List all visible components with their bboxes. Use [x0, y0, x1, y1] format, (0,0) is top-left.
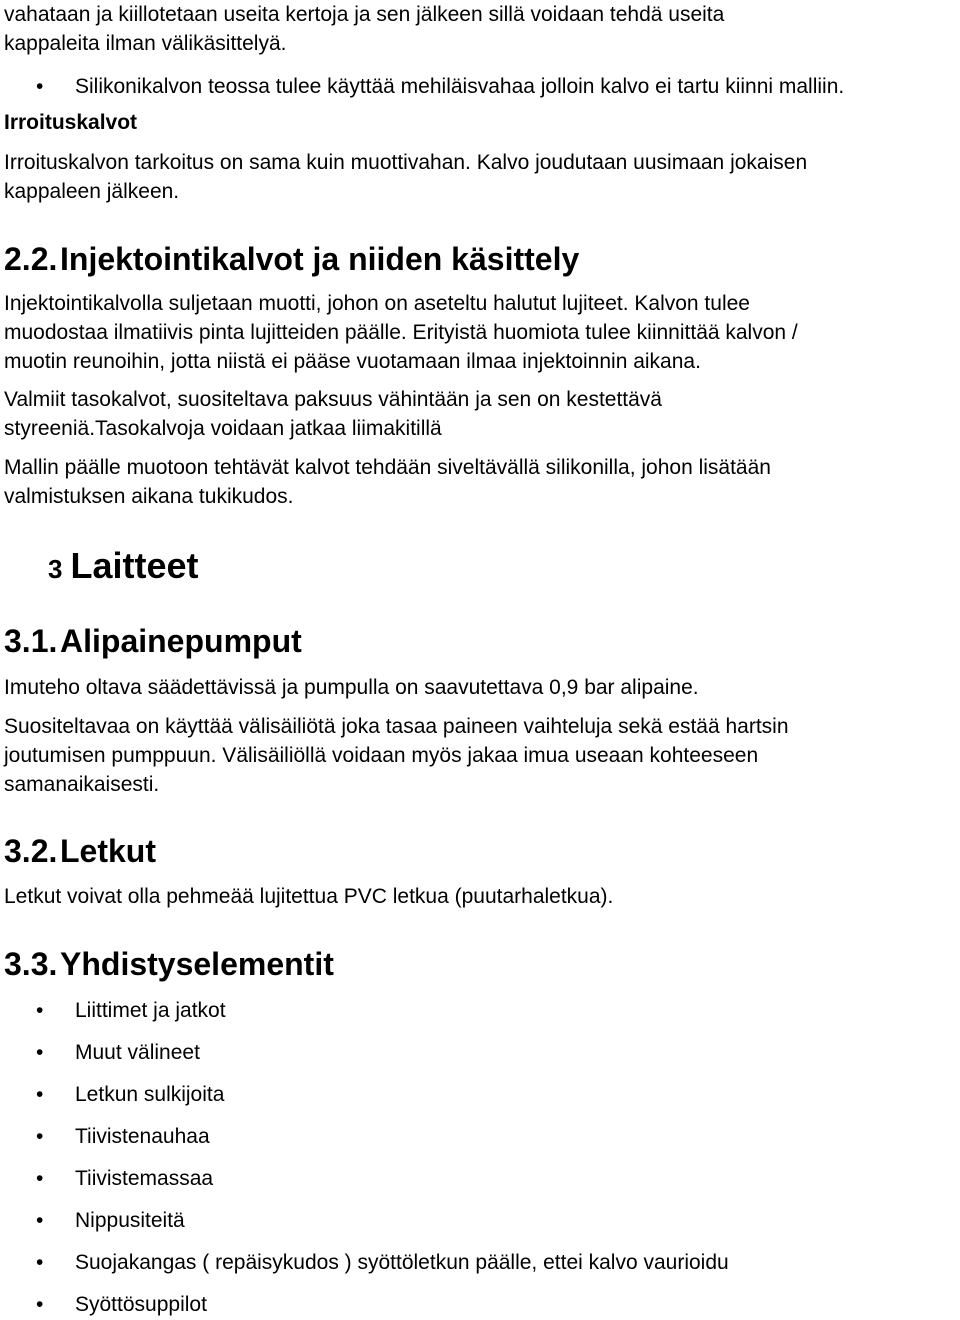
section-title: Injektointikalvot ja niiden käsittely	[60, 241, 580, 277]
bullet-icon: •	[36, 1167, 44, 1190]
section-title: Letkut	[60, 833, 156, 869]
list-item-text: Tiivistemassaa	[75, 1167, 214, 1190]
section-heading-3-2	[4, 832, 156, 870]
text-line: Valmiit tasokalvot, suositeltava paksuus vähintään ja sen on kestettävä	[4, 388, 662, 411]
section-title: Yhdistyselementit	[60, 946, 334, 982]
paragraph-tasokalvot	[4, 385, 662, 443]
subheading-irroituskalvot: Irroituskalvot	[4, 111, 138, 134]
paragraph-silikonikalvot	[4, 453, 771, 511]
paragraph-imuteho	[4, 673, 699, 702]
text-line: samanaikaisesti.	[4, 773, 160, 796]
section-title: Alipainepumput	[60, 623, 302, 659]
text-line: joutumisen pumppuun. Välisäiliöllä voidaan myös jakaa imua useaan kohteeseen	[4, 744, 759, 767]
list-item-text: Tiivistenauhaa	[75, 1125, 210, 1148]
paragraph-irroituskalvot	[4, 148, 807, 206]
paragraph-injektointikalvo	[4, 289, 798, 376]
chapter-number: 3	[48, 554, 63, 584]
chapter-title: Laitteet	[70, 545, 199, 586]
list-item-text: Silikonikalvon teossa tulee käyttää mehiläisvahaa jolloin kalvo ei tartu kiinni malliin.	[75, 75, 845, 98]
chapter-heading-3	[48, 545, 199, 587]
text-line: Irroituskalvon tarkoitus on sama kuin muottivahan. Kalvo joudutaan uusimaan jokaisen	[4, 151, 808, 174]
text-line: Mallin päälle muotoon tehtävät kalvot tehdään siveltävällä silikonilla, johon lisätään	[4, 456, 771, 479]
section-number: 3.1.	[4, 623, 58, 659]
bullet-icon: •	[36, 75, 44, 98]
section-heading-3-1	[4, 622, 302, 660]
text-line: Letkut voivat olla pehmeää lujitettua PVC letkua (puutarhaletkua).	[4, 885, 614, 908]
list-item-text: Letkun sulkijoita	[75, 1083, 225, 1106]
text-line: styreeniä.Tasokalvoja voidaan jatkaa liimakitillä	[4, 417, 442, 440]
bullet-icon: •	[36, 1041, 44, 1064]
bullet-icon: •	[36, 1125, 44, 1148]
list-item-text: Nippusiteitä	[75, 1209, 185, 1232]
bullet-icon: •	[36, 1251, 44, 1274]
list-item-text: Syöttösuppilot	[75, 1293, 207, 1316]
list-item-text: Muut välineet	[75, 1041, 200, 1064]
paragraph-continuation	[4, 0, 724, 58]
section-number: 2.2.	[4, 241, 58, 277]
section-heading-2-2	[4, 240, 579, 278]
section-number: 3.3.	[4, 946, 58, 982]
paragraph-valisailio	[4, 712, 789, 799]
text-line: vahataan ja kiillotetaan useita kertoja ja sen jälkeen sillä voidaan tehdä useita	[4, 3, 725, 26]
section-heading-3-3	[4, 945, 334, 983]
list-item-text: Suojakangas ( repäisykudos ) syöttöletkun päälle, ettei kalvo vaurioidu	[75, 1251, 729, 1274]
bullet-icon: •	[36, 1293, 44, 1316]
text-line: muotin reunoihin, jotta niistä ei pääse vuotamaan ilmaa injektoinnin aikana.	[4, 350, 701, 373]
bullet-icon: •	[36, 1083, 44, 1106]
list-item-text: Liittimet ja jatkot	[75, 999, 226, 1022]
text-line: Imuteho oltava säädettävissä ja pumpulla on saavutettava 0,9 bar alipaine.	[4, 676, 699, 699]
section-number: 3.2.	[4, 833, 58, 869]
bullet-icon: •	[36, 1209, 44, 1232]
text-line: kappaleen jälkeen.	[4, 180, 180, 203]
text-line: Suositeltavaa on käyttää välisäiliötä joka tasaa paineen vaihteluja sekä estää hartsin	[4, 715, 789, 738]
paragraph-letkut	[4, 882, 613, 911]
text-line: muodostaa ilmatiivis pinta lujitteiden päälle. Erityistä huomiota tulee kiinnittää kalvon /	[4, 321, 798, 344]
text-line: Injektointikalvolla suljetaan muotti, johon on aseteltu halutut lujiteet. Kalvon tulee	[4, 292, 750, 315]
bullet-icon: •	[36, 999, 44, 1022]
text-line: valmistuksen aikana tukikudos.	[4, 485, 294, 508]
text-line: kappaleita ilman välikäsittelyä.	[4, 32, 287, 55]
